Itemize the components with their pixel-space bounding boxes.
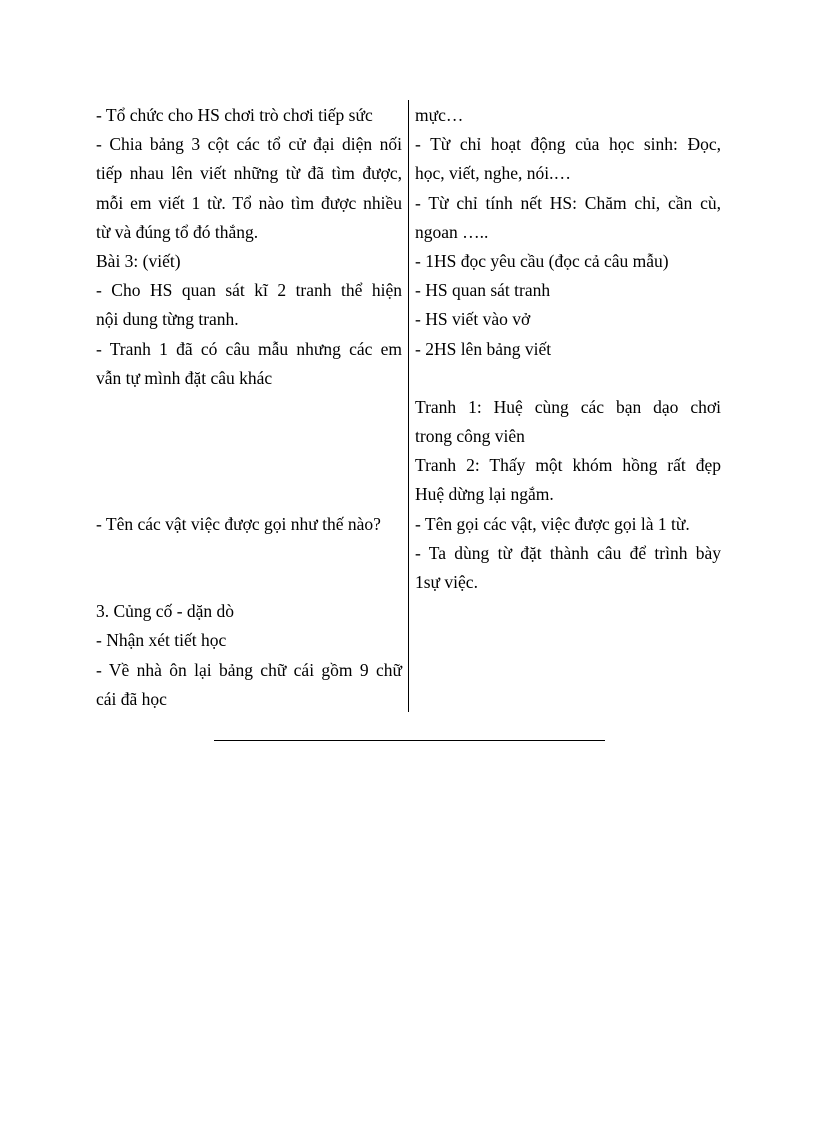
text-line: - HS viết vào vở bbox=[415, 309, 531, 330]
spacer bbox=[96, 422, 402, 451]
end-rule bbox=[214, 740, 605, 741]
text-line: vẫn tự mình đặt câu khác bbox=[96, 367, 273, 388]
text-line: mực… bbox=[415, 105, 464, 125]
text-line: - Tranh 1 đã có câu mẫu nhưng các em bbox=[96, 338, 402, 359]
text-line: - 1HS đọc yêu cầu (đọc cả câu mẫu) bbox=[415, 250, 669, 271]
section-heading: 3. Củng cố - dặn dò bbox=[96, 601, 235, 622]
text-line: - Nhận xét tiết học bbox=[96, 630, 227, 651]
text-line: - Từ chỉ hoạt động của học sinh: Đọc, bbox=[415, 134, 721, 155]
text-line: - Về nhà ôn lại bảng chữ cái gồm 9 chữ bbox=[96, 659, 402, 680]
text-line: học, viết, nghe, nói.… bbox=[415, 163, 572, 184]
text-line: tiếp nhau lên viết những từ đã tìm được, bbox=[96, 163, 402, 184]
text-line: Tranh 1: Huệ cùng các bạn dạo chơi bbox=[415, 396, 721, 417]
spacer bbox=[96, 539, 402, 568]
text-line: Huệ dừng lại ngắm. bbox=[415, 484, 554, 505]
spacer bbox=[96, 393, 402, 422]
text-line: trong công viên bbox=[415, 426, 525, 447]
student-activities-column bbox=[415, 101, 721, 597]
text-line: mỗi em viết 1 từ. Tổ nào tìm được nhiều bbox=[96, 192, 402, 213]
text-line: 1sự việc. bbox=[415, 572, 478, 592]
text-line: - Chia bảng 3 cột các tổ cử đại diện nối bbox=[96, 134, 402, 155]
exercise-heading: Bài 3: (viết) bbox=[96, 250, 181, 271]
text-line: - HS quan sát tranh bbox=[415, 280, 551, 301]
spacer bbox=[415, 364, 721, 393]
text-line: từ và đúng tổ đó thắng. bbox=[96, 221, 259, 242]
text-line: - Tổ chức cho HS chơi trò chơi tiếp sức bbox=[96, 105, 373, 125]
text-line: - Từ chỉ tính nết HS: Chăm chỉ, cần cù, bbox=[415, 192, 721, 213]
column-divider bbox=[408, 100, 409, 712]
text-line: - Ta dùng từ đặt thành câu để trình bày bbox=[415, 542, 721, 563]
text-line: - Tên gọi các vật, việc được gọi là 1 từ. bbox=[415, 513, 690, 534]
spacer bbox=[96, 568, 402, 597]
spacer bbox=[96, 480, 402, 509]
text-line: nội dung từng tranh. bbox=[96, 309, 239, 330]
text-line: Tranh 2: Thấy một khóm hồng rất đẹp bbox=[415, 455, 721, 476]
text-line: - Tên các vật việc được gọi như thế nào? bbox=[96, 513, 381, 534]
text-line: - 2HS lên bảng viết bbox=[415, 338, 552, 359]
teacher-activities-column bbox=[96, 101, 402, 714]
text-line: cái đã học bbox=[96, 688, 167, 709]
spacer bbox=[96, 451, 402, 480]
text-line: - Cho HS quan sát kĩ 2 tranh thể hiện bbox=[96, 280, 402, 301]
text-line: ngoan ….. bbox=[415, 221, 489, 242]
